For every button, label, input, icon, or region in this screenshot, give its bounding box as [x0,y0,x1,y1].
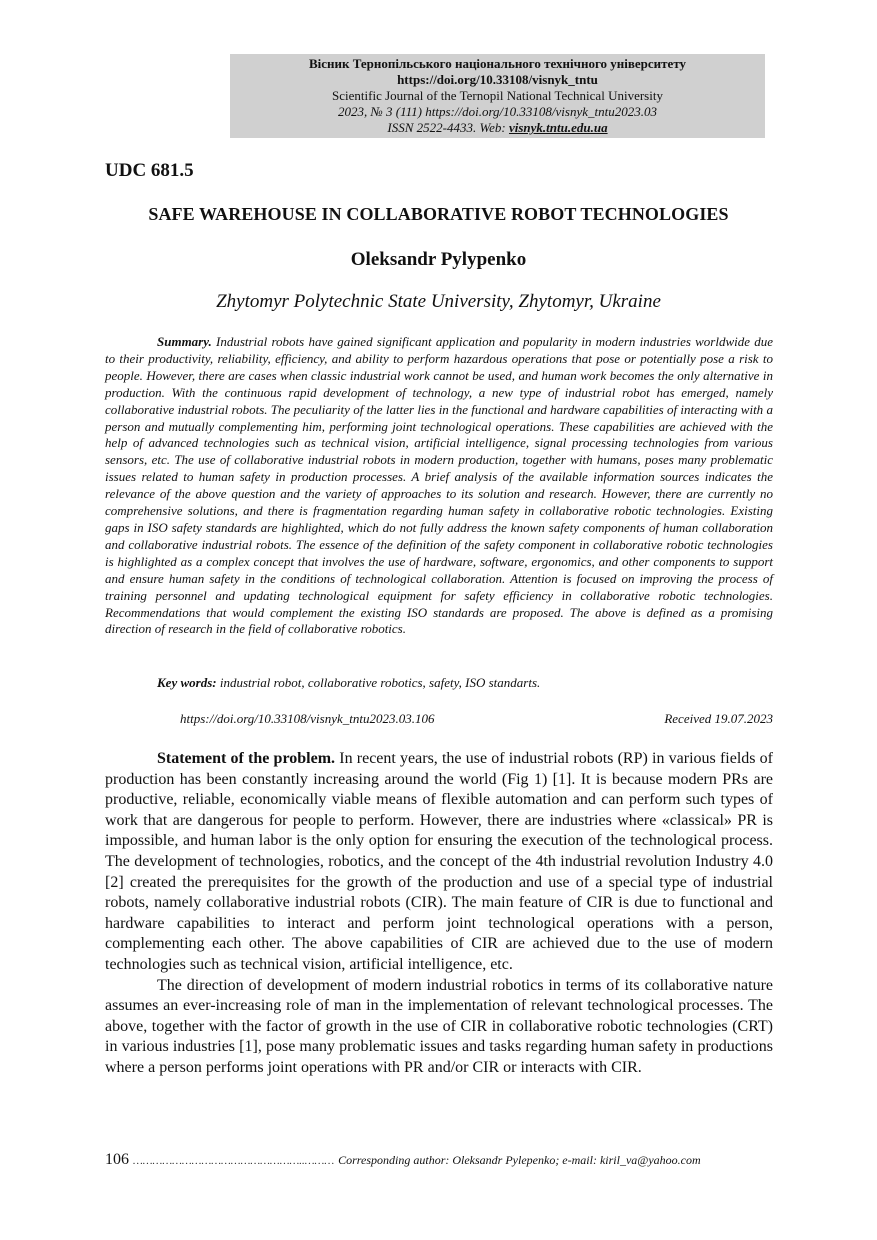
summary-label: Summary. [157,334,212,349]
issn-line [387,120,607,136]
journal-doi: https://doi.org/10.33108/visnyk_tntu [397,72,598,87]
received-date: Received 19.07.2023 [664,711,773,726]
page-number: 106 [105,1151,129,1168]
summary-text: Industrial robots have gained significant application and popularity in modern industries worldwide due to their productivity, reliability, efficiency, and ability to perform hazardous operations that pose or potentially pose a risk to people. However, there are cases when classic industrial work cannot be used, and human work becomes the only alternative in production. With the continuous rapid development of technology, a new type of industrial robot has emerged, namely collaborative industrial robots. The peculiarity of the latter lies in the functional and hardware capabilities of interacting with a person and mutually complementing him, performing joint technological operations. These capabilities are achieved with the help of advanced technologies such as technical vision, artificial intelligence, signal processing technologies from various sensors, etc. The use of collaborative industrial robots in modern production, together with humans, poses many problematic issues related to human safety in production processes. A brief analysis of the available information sources indicates the relevance of the above question and the variety of approaches to its solution and research. However, there are currently no comprehensive solutions, and there is fragmentation regarding human safety in collaborative robotic technologies. Existing gaps in ISO safety standards are highlighted, which do not fully address the known safety components of human collaboration and collaborative industrial robots. The essence of the definition of the safety component in collaborative robotic technologies is highlighted as a complex concept that involves the use of hardware, software, ergonomics, and other components to support and ensure human safety in the conditions of technological collaboration. Attention is focused on improving the process of training personnel and updating technological equipment for safety efficiency in collaborative robotic technologies. Recommendations that would complement the existing ISO standards are proposed. The above is defined as a promising direction of research in the field of collaborative robotics. [105,334,773,637]
keywords-line [157,675,540,691]
journal-website-link[interactable]: visnyk.tntu.edu.ua [508,120,608,135]
summary-paragraph [105,334,773,638]
issn-text: ISSN 2522-4433. Web: [387,120,509,135]
body-paragraph-1-text: In recent years, the use of industrial robots (RP) in various fields of production has been constantly increasing around the world (Fig 1) [1]. It is because modern PRs are productive, reliable, economically viable means of flexible automation and can perform such types of work that are dangerous for people to perform. However, there are industries where «classical» PR is impossible, and human labor is the only option for ensuring the execution of the technological process. The development of technologies, robotics, and the concept of the 4th industrial revolution Industry 4.0 [2] created the prerequisites for the growth of the production and use of a special type of industrial robots, namely collaborative industrial robots (CIR). The main feature of CIR is due to functional and hardware capabilities to interact and perform joint technological operations with a person, complementing each other. The above capabilities of CIR are achieved due to the use of modern technologies such as technical vision, artificial intelligence, etc. [105,750,774,973]
corresponding-author: Corresponding author: Oleksandr Pylepenko; e-mail: kiril_va@yahoo.com [338,1153,701,1167]
article-doi-link[interactable]: https://doi.org/10.33108/visnyk_tntu2023.03.106 [180,711,435,726]
journal-title-ua: Вісник Тернопільського національного технічного університету [308,56,687,71]
paper-title: SAFE WAREHOUSE IN COLLABORATIVE ROBOT TECHNOLOGIES [148,204,729,224]
udc-code: UDC 681.5 [105,160,194,181]
issue-info: 2023, № 3 (111) https://doi.org/10.33108/visnyk_tntu2023.03 [338,104,657,119]
keywords-label: Key words: [157,675,217,690]
keywords-text: industrial robot, collaborative robotics, safety, ISO standarts. [216,675,541,690]
body-paragraph-1 [105,749,773,976]
journal-title-en: Scientific Journal of the Ternopil National Technical University [332,88,663,103]
author-affiliation: Zhytomyr Polytechnic State University, Zhytomyr, Ukraine [216,291,661,312]
author-name: Oleksandr Pylypenko [350,249,527,270]
article-body [105,749,773,1079]
body-paragraph-2: The direction of development of modern industrial robotics in terms of its collaborative nature assumes an ever-increasing role of man in the implementation of relevant technological processes. The above, together with the factor of growth in the use of CIR in collaborative robotic technologies (CRT) in various industries [1], pose many problematic issues and tasks regarding human safety in productions where a person performs joint operations with PR and/or CIR or interacts with CIR. [105,976,773,1076]
section-heading: Statement of the problem. [157,750,336,767]
footer-leader-dots: ……………………………………………..……… [133,1155,335,1167]
journal-header [230,54,765,138]
page-footer [105,1151,773,1169]
